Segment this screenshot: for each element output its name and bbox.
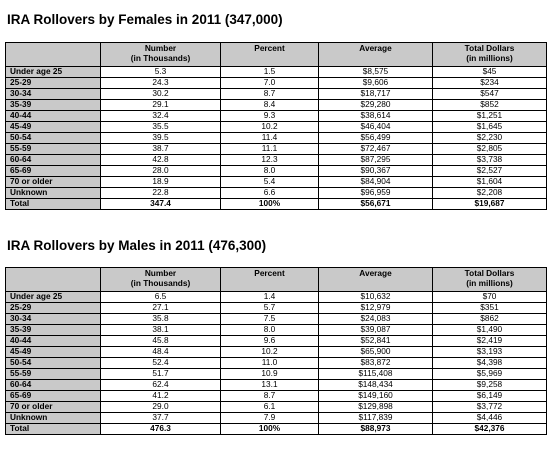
total-dollars-cell: $234 [433, 78, 547, 89]
percent-cell: 8.4 [221, 100, 319, 111]
average-cell: $39,087 [319, 325, 433, 336]
table-row [6, 380, 547, 391]
total-dollars-cell: $45 [433, 67, 547, 78]
average-cell: $10,632 [319, 292, 433, 303]
percent-cell: 9.3 [221, 111, 319, 122]
age-group-cell: Unknown [6, 188, 101, 199]
age-group-cell: Total [6, 199, 101, 210]
total-dollars-cell: $547 [433, 89, 547, 100]
percent-cell: 5.4 [221, 177, 319, 188]
number-cell: 476.3 [101, 424, 221, 435]
table-row [6, 413, 547, 424]
number-cell: 24.3 [101, 78, 221, 89]
percent-cell: 6.1 [221, 402, 319, 413]
table-row [6, 166, 547, 177]
percent-cell: 6.6 [221, 188, 319, 199]
total-dollars-cell: $42,376 [433, 424, 547, 435]
total-dollars-cell: $1,645 [433, 122, 547, 133]
average-cell: $9,606 [319, 78, 433, 89]
table-row [6, 292, 547, 303]
number-cell: 347.4 [101, 199, 221, 210]
average-cell: $12,979 [319, 303, 433, 314]
age-group-cell: 30-34 [6, 314, 101, 325]
number-cell: 48.4 [101, 347, 221, 358]
number-cell: 39.5 [101, 133, 221, 144]
table-row [6, 402, 547, 413]
table-row [6, 369, 547, 380]
percent-cell: 11.4 [221, 133, 319, 144]
average-cell: $148,434 [319, 380, 433, 391]
average-cell: $56,499 [319, 133, 433, 144]
age-group-cell: 65-69 [6, 391, 101, 402]
average-cell: $84,904 [319, 177, 433, 188]
age-group-cell: 55-59 [6, 144, 101, 155]
average-cell: $65,900 [319, 347, 433, 358]
percent-header: Percent [221, 43, 319, 67]
percent-cell: 10.2 [221, 122, 319, 133]
average-header: Average [319, 43, 433, 67]
males-table-body [6, 292, 547, 435]
table-row [6, 347, 547, 358]
age-group-cell: 50-54 [6, 358, 101, 369]
average-cell: $88,973 [319, 424, 433, 435]
age-header [6, 268, 101, 292]
number-header: Number (in Thousands) [101, 43, 221, 67]
average-cell: $115,408 [319, 369, 433, 380]
number-cell: 62.4 [101, 380, 221, 391]
table-row [6, 358, 547, 369]
header-row [6, 43, 547, 67]
total-dollars-cell: $862 [433, 314, 547, 325]
table-row [6, 391, 547, 402]
table-row [6, 100, 547, 111]
table-row [6, 177, 547, 188]
number-cell: 28.0 [101, 166, 221, 177]
average-cell: $38,614 [319, 111, 433, 122]
age-group-cell: 40-44 [6, 336, 101, 347]
percent-cell: 5.7 [221, 303, 319, 314]
age-group-cell: 30-34 [6, 89, 101, 100]
percent-cell: 1.4 [221, 292, 319, 303]
age-group-cell: Under age 25 [6, 292, 101, 303]
total-dollars-cell: $4,398 [433, 358, 547, 369]
age-group-cell: 25-29 [6, 303, 101, 314]
percent-cell: 7.5 [221, 314, 319, 325]
number-cell: 22.8 [101, 188, 221, 199]
average-cell: $149,160 [319, 391, 433, 402]
number-cell: 29.1 [101, 100, 221, 111]
number-cell: 29.0 [101, 402, 221, 413]
age-group-cell: 40-44 [6, 111, 101, 122]
average-cell: $96,959 [319, 188, 433, 199]
number-cell: 35.5 [101, 122, 221, 133]
total-dollars-cell: $6,149 [433, 391, 547, 402]
age-group-cell: 55-59 [6, 369, 101, 380]
average-header: Average [319, 268, 433, 292]
total-dollars-cell: $2,419 [433, 336, 547, 347]
number-cell: 35.8 [101, 314, 221, 325]
average-cell: $46,404 [319, 122, 433, 133]
percent-cell: 1.5 [221, 67, 319, 78]
females-table-body [6, 67, 547, 210]
average-cell: $117,839 [319, 413, 433, 424]
percent-cell: 7.9 [221, 413, 319, 424]
table-row [6, 67, 547, 78]
table-row [6, 188, 547, 199]
age-group-cell: 70 or older [6, 402, 101, 413]
total-dollars-cell: $2,805 [433, 144, 547, 155]
average-cell: $8,575 [319, 67, 433, 78]
percent-cell: 12.3 [221, 155, 319, 166]
total-row [6, 199, 547, 210]
table-row [6, 144, 547, 155]
age-group-cell: 65-69 [6, 166, 101, 177]
total-dollars-cell: $1,490 [433, 325, 547, 336]
percent-cell: 100% [221, 199, 319, 210]
males-rollover-table [5, 267, 547, 435]
number-cell: 38.7 [101, 144, 221, 155]
percent-cell: 8.7 [221, 391, 319, 402]
total-dollars-cell: $70 [433, 292, 547, 303]
percent-cell: 11.1 [221, 144, 319, 155]
percent-cell: 10.2 [221, 347, 319, 358]
females-rollover-table [5, 42, 547, 210]
age-header [6, 43, 101, 67]
number-cell: 45.8 [101, 336, 221, 347]
number-cell: 18.9 [101, 177, 221, 188]
total-dollars-cell: $1,251 [433, 111, 547, 122]
table-row [6, 133, 547, 144]
average-cell: $52,841 [319, 336, 433, 347]
total-dollars-cell: $1,604 [433, 177, 547, 188]
percent-cell: 11.0 [221, 358, 319, 369]
table-row [6, 336, 547, 347]
table-row [6, 111, 547, 122]
total-dollars-cell: $9,258 [433, 380, 547, 391]
number-header: Number (in Thousands) [101, 268, 221, 292]
age-group-cell: Under age 25 [6, 67, 101, 78]
percent-cell: 8.0 [221, 166, 319, 177]
percent-cell: 9.6 [221, 336, 319, 347]
age-group-cell: Total [6, 424, 101, 435]
number-cell: 38.1 [101, 325, 221, 336]
age-group-cell: 60-64 [6, 380, 101, 391]
table-row [6, 122, 547, 133]
percent-cell: 100% [221, 424, 319, 435]
percent-header: Percent [221, 268, 319, 292]
number-cell: 32.4 [101, 111, 221, 122]
number-cell: 41.2 [101, 391, 221, 402]
average-cell: $24,083 [319, 314, 433, 325]
total-dollars-cell: $2,527 [433, 166, 547, 177]
age-group-cell: 70 or older [6, 177, 101, 188]
average-cell: $129,898 [319, 402, 433, 413]
total-row [6, 424, 547, 435]
percent-cell: 13.1 [221, 380, 319, 391]
total-dollars-cell: $351 [433, 303, 547, 314]
total-dollars-header: Total Dollars (in millions) [433, 43, 547, 67]
table-row [6, 303, 547, 314]
age-group-cell: 45-49 [6, 347, 101, 358]
average-cell: $87,295 [319, 155, 433, 166]
number-cell: 51.7 [101, 369, 221, 380]
age-group-cell: Unknown [6, 413, 101, 424]
age-group-cell: 45-49 [6, 122, 101, 133]
percent-cell: 8.0 [221, 325, 319, 336]
table-row [6, 155, 547, 166]
number-cell: 30.2 [101, 89, 221, 100]
average-cell: $56,671 [319, 199, 433, 210]
total-dollars-cell: $2,208 [433, 188, 547, 199]
age-group-cell: 35-39 [6, 325, 101, 336]
total-dollars-cell: $852 [433, 100, 547, 111]
average-cell: $18,717 [319, 89, 433, 100]
age-group-cell: 35-39 [6, 100, 101, 111]
average-cell: $29,280 [319, 100, 433, 111]
average-cell: $83,872 [319, 358, 433, 369]
total-dollars-cell: $19,687 [433, 199, 547, 210]
total-dollars-cell: $3,193 [433, 347, 547, 358]
table-row [6, 314, 547, 325]
total-dollars-cell: $5,969 [433, 369, 547, 380]
number-cell: 52.4 [101, 358, 221, 369]
header-row [6, 268, 547, 292]
table-row [6, 89, 547, 100]
females-table-title: IRA Rollovers by Females in 2011 (347,000) [7, 12, 283, 27]
number-cell: 5.3 [101, 67, 221, 78]
total-dollars-header: Total Dollars (in millions) [433, 268, 547, 292]
total-dollars-cell: $3,738 [433, 155, 547, 166]
total-dollars-cell: $4,446 [433, 413, 547, 424]
total-dollars-cell: $3,772 [433, 402, 547, 413]
table-row [6, 325, 547, 336]
age-group-cell: 50-54 [6, 133, 101, 144]
number-cell: 27.1 [101, 303, 221, 314]
males-table-title: IRA Rollovers by Males in 2011 (476,300) [7, 238, 267, 253]
table-row [6, 78, 547, 89]
percent-cell: 8.7 [221, 89, 319, 100]
age-group-cell: 60-64 [6, 155, 101, 166]
number-cell: 42.8 [101, 155, 221, 166]
total-dollars-cell: $2,230 [433, 133, 547, 144]
age-group-cell: 25-29 [6, 78, 101, 89]
number-cell: 6.5 [101, 292, 221, 303]
number-cell: 37.7 [101, 413, 221, 424]
average-cell: $72,467 [319, 144, 433, 155]
percent-cell: 10.9 [221, 369, 319, 380]
average-cell: $90,367 [319, 166, 433, 177]
percent-cell: 7.0 [221, 78, 319, 89]
